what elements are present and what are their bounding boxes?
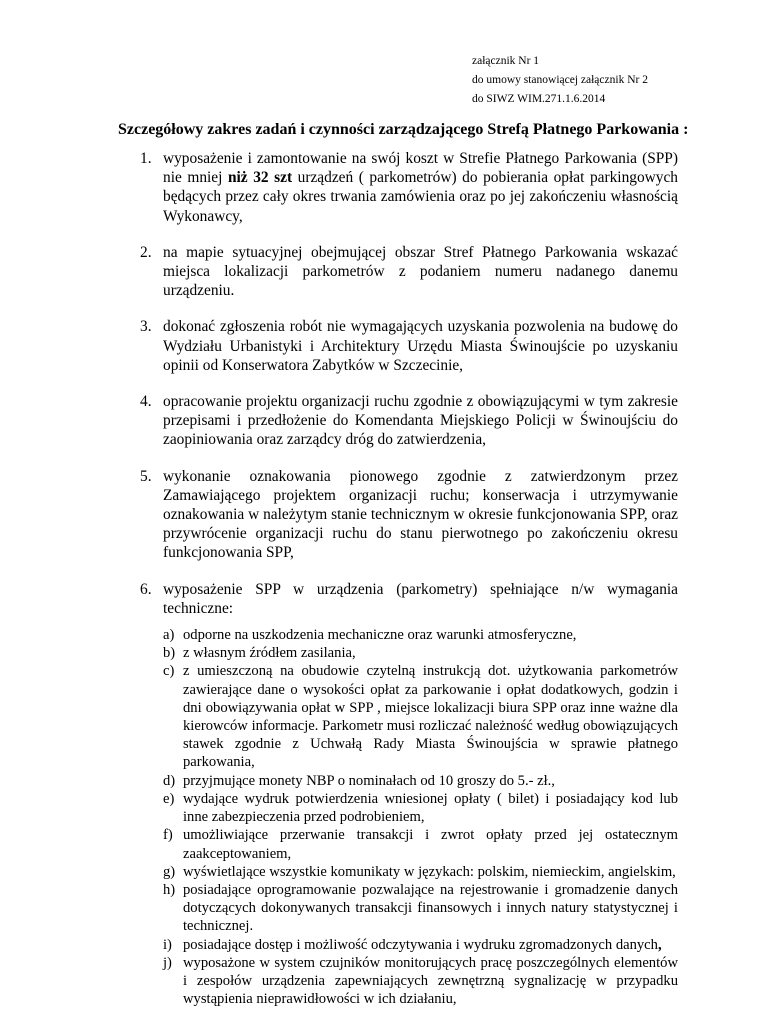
sublist-item — [163, 954, 678, 1009]
annex-line-1: załącznik Nr 1 — [472, 55, 540, 67]
sublist-item — [163, 662, 678, 771]
item-text: wyposażenie i zamontowanie na swój koszt w Strefie Płatnego Parkowania (SPP) nie mniej niż 32 szt urządzeń ( parkometrów) do pobierania opłat parkingowych będących przez cały okres trwania zamówienia oraz po jej zakończeniu własnością Wykonawcy, — [163, 150, 678, 225]
item-text: opracowanie projektu organizacji ruchu zgodnie z obowiązującymi w tym zakresie przepisami i przedłożenie do Komendanta Miejskiego Policji w Świnoujściu do zaopiniowania oraz zarządcy dróg do zatwierdzenia, — [163, 393, 678, 449]
sub-letter: c) — [163, 663, 175, 680]
annex-line-3: do SIWZ WIM.271.1.6.2014 — [472, 93, 606, 105]
item-number: 4. — [140, 393, 152, 411]
list-item — [132, 467, 678, 563]
sublist-item — [163, 863, 678, 881]
sub-text: przyjmujące monety NBP o nominałach od 10 groszy do 5.- zł., — [183, 772, 555, 789]
sub-text: posiadające oprogramowanie pozwalające na rejestrowanie i gromadzenie danych dotyczących dokonywanych transakcji finansowych i innych natury statystycznej i technicznej. — [183, 881, 678, 935]
sub-letter: i) — [163, 936, 172, 953]
item-number: 2. — [140, 243, 152, 261]
list-item — [132, 392, 678, 450]
annex-header — [472, 52, 648, 109]
sub-letter: a) — [163, 627, 175, 644]
list-item — [132, 317, 678, 375]
emphasis: niż 32 szt — [227, 169, 293, 187]
item-text: wykonanie oznakowania pionowego zgodnie z zatwierdzonym przez Zamawiającego projektem organizacji ruchu; konserwacja i utrzymywanie oznakowania w należytym stanie technicznym w okresie funkcjonowania SPP, oraz przywrócenie organizacji ruchu do stanu pierwotnego po zakończeniu okresu funkcjonowania SPP, — [163, 467, 678, 562]
list-item — [132, 243, 678, 301]
sublist-item — [163, 826, 678, 862]
sub-text: z umieszczoną na obudowie czytelną instrukcją dot. użytkowania parkometrów zawierające dane o wysokości opłat za parkowanie i opłat dodatkowych, godzin i dni obowiązywania opłat w SPP , miejsce lokalizacji biura SPP oraz inne ważne dla kierowców informacje. Parkometr musi rozliczać należność według obowiązujących stawek zgodnie z Uchwałą Rady Miasta Świnoujścia w sprawie płatnego parkowania, — [183, 663, 678, 771]
item-text: dokonać zgłoszenia robót nie wymagających uzyskania pozwolenia na budowę do Wydziału Urbanistyki i Architektury Urzędu Miasta Świnoujście po uzyskaniu opinii od Konserwatora Zabytków w Szczecinie, — [163, 318, 678, 374]
sub-text: odporne na uszkodzenia mechaniczne oraz warunki atmosferyczne, — [183, 627, 577, 644]
sub-text: posiadające dostęp i możliwość odczytywania i wydruku zgromadzonych danych — [183, 936, 658, 953]
sub-letter: g) — [163, 863, 176, 880]
item-text: wyposażenie SPP w urządzenia (parkometry) spełniające n/w wymagania techniczne: — [163, 580, 678, 617]
sublist-item — [163, 936, 678, 954]
list-item — [132, 580, 678, 1009]
sub-letter: d) — [163, 772, 176, 789]
item-number: 1. — [140, 150, 152, 167]
sublist-item — [163, 790, 678, 826]
document-title: Szczegółowy zakres zadań i czynności zarządzającego Strefą Płatnego Parkowania : — [118, 121, 689, 138]
sub-letter: f) — [163, 827, 173, 844]
requirements-sublist — [163, 626, 678, 1008]
task-list — [132, 149, 678, 1025]
sub-letter: e) — [163, 790, 175, 807]
sub-text: z własnym źródłem zasilania, — [183, 645, 356, 662]
emphasis: , — [657, 936, 662, 953]
item-number: 3. — [140, 318, 152, 336]
item-text: na mapie sytuacyjnej obejmującej obszar Stref Płatnego Parkowania wskazać miejsca lokalizacji parkometrów z podaniem numeru nadanego danemu urządzeniu. — [163, 243, 678, 300]
item-number: 6. — [140, 580, 152, 598]
sublist-item — [163, 644, 678, 662]
sub-letter: h) — [163, 881, 176, 898]
sublist-item — [163, 881, 678, 936]
list-item — [132, 149, 678, 226]
sub-text: wyświetlające wszystkie komunikaty w językach: polskim, niemieckim, angielskim, — [183, 863, 676, 880]
sub-letter: b) — [163, 645, 176, 662]
item-number: 5. — [140, 467, 152, 485]
sub-text: wydające wydruk potwierdzenia wniesionej opłaty ( bilet) i posiadający kod lub inne zabezpieczenia przed podrobieniem, — [183, 790, 678, 826]
sub-text: wyposażone w system czujników monitorujących pracę poszczególnych elementów i zespołów urządzenia zapewniających zewnętrzną sygnalizację w przypadku wystąpienia nieprawidłowości w ich działaniu, — [183, 954, 678, 1008]
annex-line-2: do umowy stanowiącej załącznik Nr 2 — [472, 74, 648, 86]
sublist-item — [163, 772, 678, 790]
sub-text: umożliwiające przerwanie transakcji i zwrot opłaty przed jej ostatecznym zaakceptowaniem, — [183, 827, 678, 862]
sub-letter: j) — [163, 954, 172, 971]
sublist-item — [163, 626, 678, 644]
